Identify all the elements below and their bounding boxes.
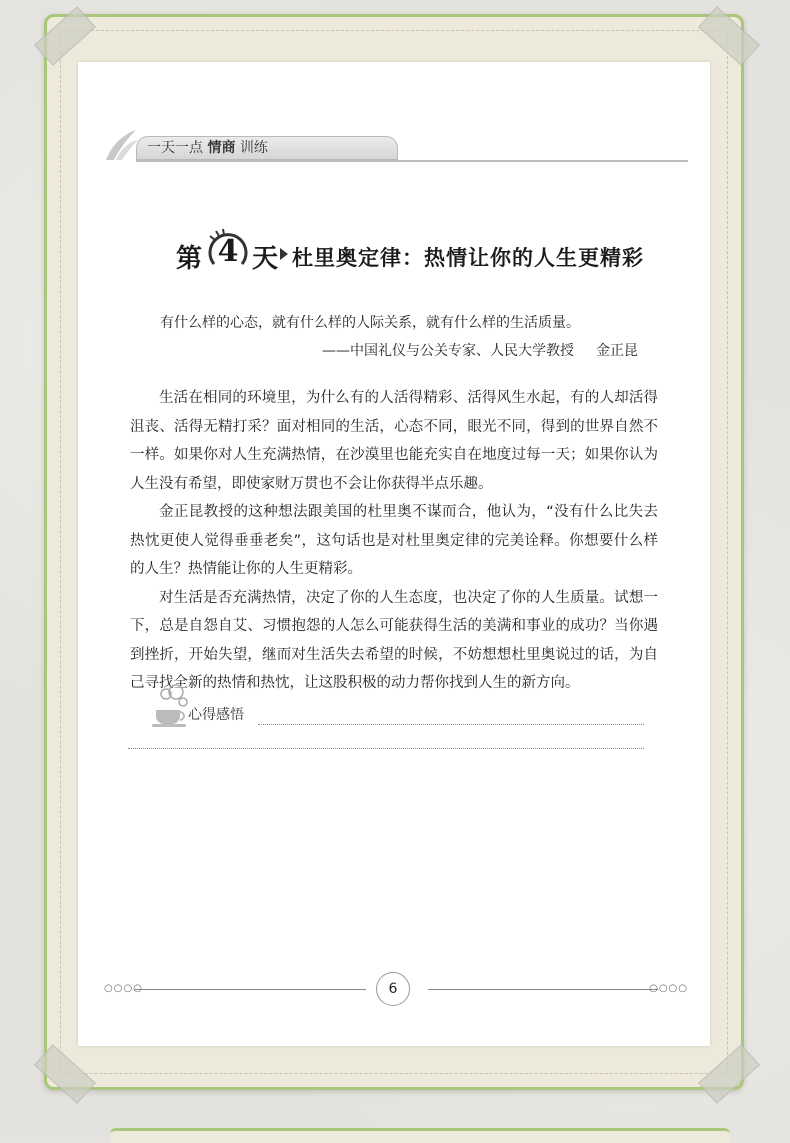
- paragraph: 对生活是否充满热情，决定了你的人生态度，也决定了你的人生质量。试想一下，总是自怨自艾、习惯抱怨的人怎么可能获得生活的美满和事业的成功？当你遇到挫折，开始失望，继而对生活失去希望的时候，不妨想想杜里奥说过的话，为自己寻找全新的热情和热忱，让这股积极的动力帮你找到人生的新方向。: [130, 589, 658, 691]
- footer-rule-right: [428, 989, 658, 990]
- running-header: [102, 124, 688, 164]
- series-prefix: 一天一点: [147, 140, 203, 156]
- next-page-edge: [110, 1128, 730, 1143]
- chapter-heading: [176, 228, 646, 278]
- notes-section: [128, 684, 644, 754]
- chapter-suffix: 天: [252, 244, 279, 274]
- page-number: 6: [376, 972, 410, 1006]
- teacup-icon: [152, 684, 192, 728]
- body-text: [130, 384, 658, 698]
- chapter-title: 杜里奥定律：热情让你的人生更精彩: [292, 245, 644, 270]
- epigraph-attribution: [322, 340, 638, 360]
- paragraph: 生活在相同的环境里，为什么有的人活得精彩、活得风生水起，有的人却活得沮丧、活得无精打采？面对相同的生活，心态不同，眼光不同，得到的世界自然不一样。如果你对人生充满热情，在沙漠里也能充实自在地度过每一天；如果你认为人生没有希望，即使家财万贯也不会让你获得半点乐趣。: [130, 390, 658, 492]
- epigraph-quote: 有什么样的心态，就有什么样的人际关系，就有什么样的生活质量。: [160, 315, 580, 331]
- notes-line: [128, 748, 644, 749]
- series-bold: 情商: [207, 140, 236, 156]
- header-rule: [136, 160, 688, 162]
- chapter-number: 4: [217, 234, 239, 269]
- footer-dots-right: ○○○○: [649, 983, 688, 994]
- notes-line: [258, 724, 644, 725]
- attribution-title: ——中国礼仪与公关专家、人民大学教授: [322, 343, 574, 359]
- series-suffix: 训练: [239, 140, 268, 156]
- arrow-icon: [280, 248, 288, 260]
- footer-dots-left: ○○○○: [104, 983, 143, 994]
- footer-rule-left: [134, 989, 366, 990]
- attribution-author: 金正昆: [596, 343, 638, 359]
- series-title-tab: [136, 136, 398, 160]
- paragraph: 金正昆教授的这种想法跟美国的杜里奥不谋而合，他认为，“没有什么比失去热忱更使人觉得垂垂老矣”，这句话也是对杜里奥定律的完美诠释。你想要什么样的人生？热情能让你的人生更精彩。: [130, 504, 658, 577]
- notes-label: 心得感悟: [188, 707, 244, 723]
- chapter-prefix: 第: [176, 244, 203, 274]
- page-footer: [104, 970, 688, 1010]
